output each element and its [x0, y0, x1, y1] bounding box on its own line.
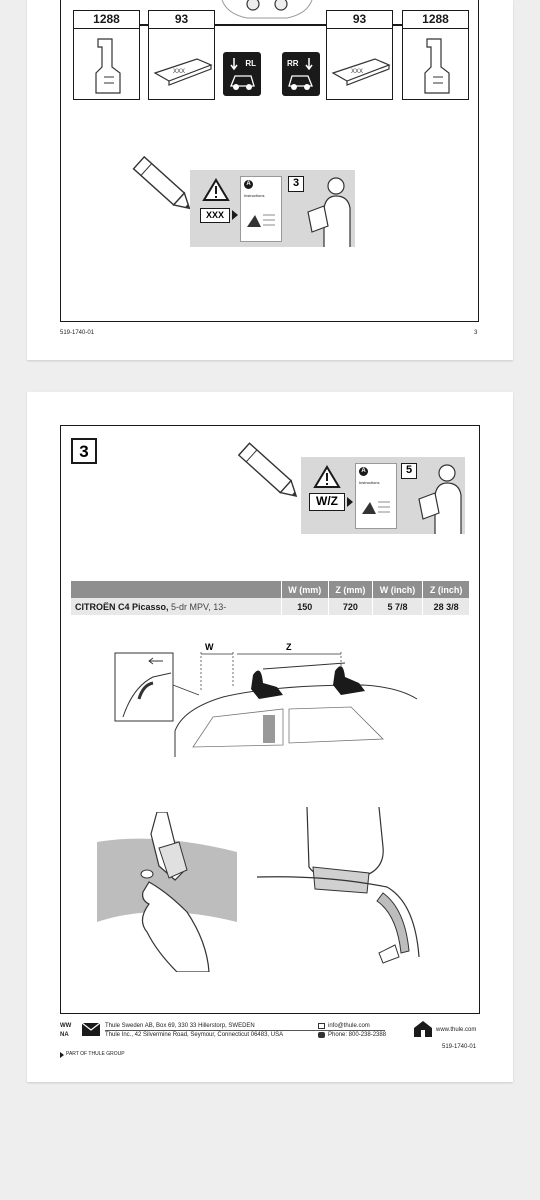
- na-address: Thule Inc., 42 Silvermine Road, Seymour, Connecticut 06483, USA: [105, 1032, 284, 1038]
- foot-part-icon: [92, 37, 124, 95]
- letter-a-icon: A: [244, 180, 253, 189]
- ww-label: WW: [60, 1023, 72, 1029]
- table-header-w-inch: W (inch): [372, 581, 422, 598]
- person-reading-icon: [413, 461, 465, 534]
- letter-a-icon: A: [359, 467, 368, 476]
- instruction-sheet: [240, 176, 282, 242]
- part-box-foot-right: [402, 10, 469, 100]
- pad-part-icon: [331, 51, 391, 87]
- measurement-table: [71, 581, 469, 615]
- sheet-diagram-icon: [360, 492, 394, 522]
- foot-part-icon: [421, 37, 453, 95]
- car-roof-diagram: [113, 647, 423, 757]
- email-icon: [318, 1023, 325, 1029]
- email-link[interactable]: info@thule.com: [328, 1023, 370, 1029]
- mail-icon: [81, 1021, 101, 1038]
- warning-code-box: [200, 208, 230, 223]
- sheet-diagram-icon: [245, 205, 279, 235]
- pad-part-icon: [153, 51, 213, 87]
- part-box-pad-right: [326, 10, 393, 100]
- doc-number: 519-1740-01: [442, 1044, 477, 1050]
- part-quantity-label: 93: [327, 11, 392, 29]
- website-link[interactable]: www.thule.com: [436, 1027, 477, 1033]
- part-box-pad-left: [148, 10, 215, 100]
- warning-icon: [313, 465, 341, 489]
- table-header-row: [71, 581, 469, 598]
- z-inch-cell: 28 3/8: [423, 598, 469, 615]
- step-number: 3: [79, 442, 89, 461]
- hand-install-illustration: [97, 812, 237, 972]
- vehicle-name: CITROËN C4 Picasso,: [75, 601, 169, 612]
- thule-group-label: PART OF THULE GROUP: [66, 1051, 125, 1057]
- arrow-down-icon: [227, 56, 257, 92]
- arrow-right-icon: [347, 497, 353, 507]
- dim-w-label: W: [205, 642, 214, 652]
- page-number: 3: [474, 330, 478, 336]
- pencil-icon: [227, 432, 309, 512]
- thule-chevron-icon: [60, 1052, 64, 1058]
- warning-code: W/Z: [316, 494, 338, 508]
- tag-rr-icon: [282, 52, 320, 96]
- z-mm-cell: 720: [328, 598, 372, 615]
- instruction-sheet: [355, 463, 397, 529]
- dim-z-label: Z: [286, 642, 292, 652]
- sheet-title: Instructions: [244, 193, 265, 198]
- table-header-w-mm: W (mm): [281, 581, 328, 598]
- part-box-foot-left: [73, 10, 140, 100]
- phone-number: Phone: 800-238-2388: [328, 1032, 387, 1038]
- warning-icon: [202, 178, 230, 202]
- table-header-vehicle: [71, 581, 281, 598]
- tag-rl-icon: [223, 52, 261, 96]
- manual-page-4: [27, 392, 513, 1082]
- table-header-z-inch: Z (inch): [423, 581, 469, 598]
- car-top-illustration: [217, 0, 317, 22]
- step-number-box: [71, 438, 97, 464]
- tag-rl-label: RL: [245, 59, 256, 68]
- pad-install-illustration: [257, 807, 427, 967]
- doc-number: 519-1740-01: [60, 330, 95, 336]
- part-quantity-label: 1288: [403, 11, 468, 29]
- home-icon: [413, 1020, 433, 1038]
- vehicle-details: 5-dr MPV, 13-: [171, 601, 227, 612]
- arrow-down-icon: [286, 56, 316, 92]
- vehicle-cell: [71, 598, 281, 615]
- warning-code: XXX: [205, 210, 224, 220]
- na-label: NA: [60, 1032, 69, 1038]
- ww-address: Thule Sweden AB, Box 69, 330 33 Hillerstorp, SWEDEN: [105, 1023, 255, 1029]
- manual-page-3: [27, 0, 513, 360]
- svg-text:XXX: XXX: [173, 69, 186, 75]
- table-header-z-mm: Z (mm): [328, 581, 372, 598]
- tag-rr-label: RR: [287, 59, 299, 68]
- instruction-panel: [190, 170, 355, 247]
- w-inch-cell: 5 7/8: [372, 598, 422, 615]
- sheet-title: Instructions: [359, 480, 380, 485]
- svg-text:XXX: XXX: [351, 69, 364, 75]
- warning-code-box: [309, 493, 345, 511]
- part-quantity-label: 1288: [74, 11, 139, 29]
- arrow-right-icon: [232, 210, 238, 220]
- phone-icon: [318, 1032, 325, 1038]
- step-ref-number: 5: [405, 464, 413, 476]
- table-row: [71, 598, 469, 615]
- person-reading-icon: [302, 174, 354, 247]
- part-quantity-label: 93: [149, 11, 214, 29]
- footer-divider: [105, 1030, 385, 1031]
- w-mm-cell: 150: [281, 598, 328, 615]
- step-ref-number: 3: [292, 177, 300, 189]
- instruction-panel: [301, 457, 465, 534]
